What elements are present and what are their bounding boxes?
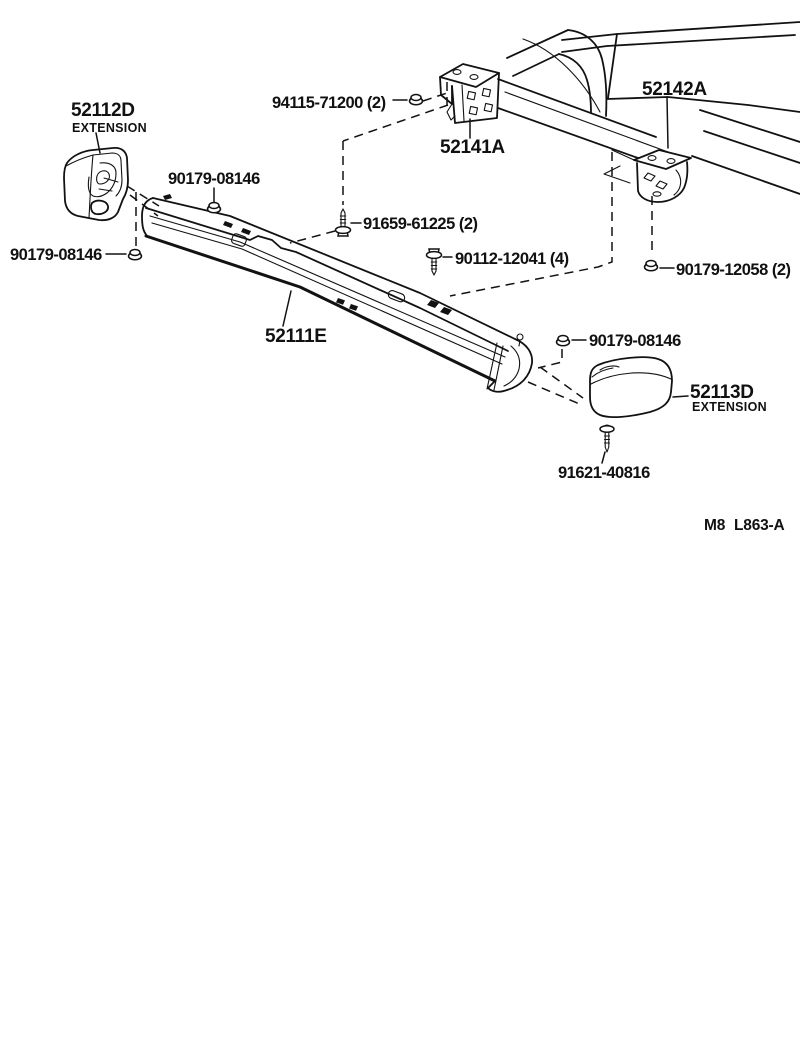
extension-right-drawing bbox=[590, 357, 672, 417]
label-52141a: 52141A bbox=[440, 137, 505, 158]
bracket-52141a-drawing bbox=[440, 64, 499, 123]
label-90179-12058: 90179-12058 (2) bbox=[676, 261, 791, 279]
bracket-52142a-drawing bbox=[604, 150, 691, 202]
label-94115-71200: 94115-71200 (2) bbox=[272, 94, 386, 112]
nut-icon bbox=[208, 203, 221, 213]
part-labels bbox=[10, 79, 791, 534]
nut-icon bbox=[645, 261, 658, 271]
label-90179-08146-top: 90179-08146 bbox=[168, 170, 260, 188]
label-90112-12041: 90112-12041 (4) bbox=[455, 250, 569, 268]
label-90179-08146-left: 90179-08146 bbox=[10, 246, 102, 264]
label-52111e: 52111E bbox=[265, 326, 327, 347]
extension-left-drawing bbox=[64, 148, 128, 220]
label-52142a: 52142A bbox=[642, 79, 707, 100]
bolt-icon bbox=[427, 249, 442, 275]
label-extension-left: EXTENSION bbox=[72, 121, 147, 135]
frame-drawing bbox=[498, 22, 800, 194]
nut-icon bbox=[410, 95, 423, 105]
nut-icon bbox=[557, 336, 570, 346]
footer-code-left: M8 bbox=[704, 517, 726, 534]
assembly-dashed-lines bbox=[127, 82, 652, 405]
label-extension-right: EXTENSION bbox=[692, 400, 767, 414]
nut-icon bbox=[129, 250, 142, 260]
label-91621-40816: 91621-40816 bbox=[558, 464, 650, 482]
leader-lines bbox=[96, 97, 688, 463]
bolt-icon bbox=[336, 209, 351, 236]
label-90179-08146-right: 90179-08146 bbox=[589, 332, 681, 350]
label-91659-61225: 91659-61225 (2) bbox=[363, 215, 478, 233]
label-52112d: 52112D bbox=[71, 100, 135, 121]
screw-icon bbox=[600, 425, 614, 452]
fasteners bbox=[129, 95, 658, 453]
label-52113d: 52113D bbox=[690, 382, 754, 403]
footer-code-right: L863-A bbox=[734, 517, 785, 534]
